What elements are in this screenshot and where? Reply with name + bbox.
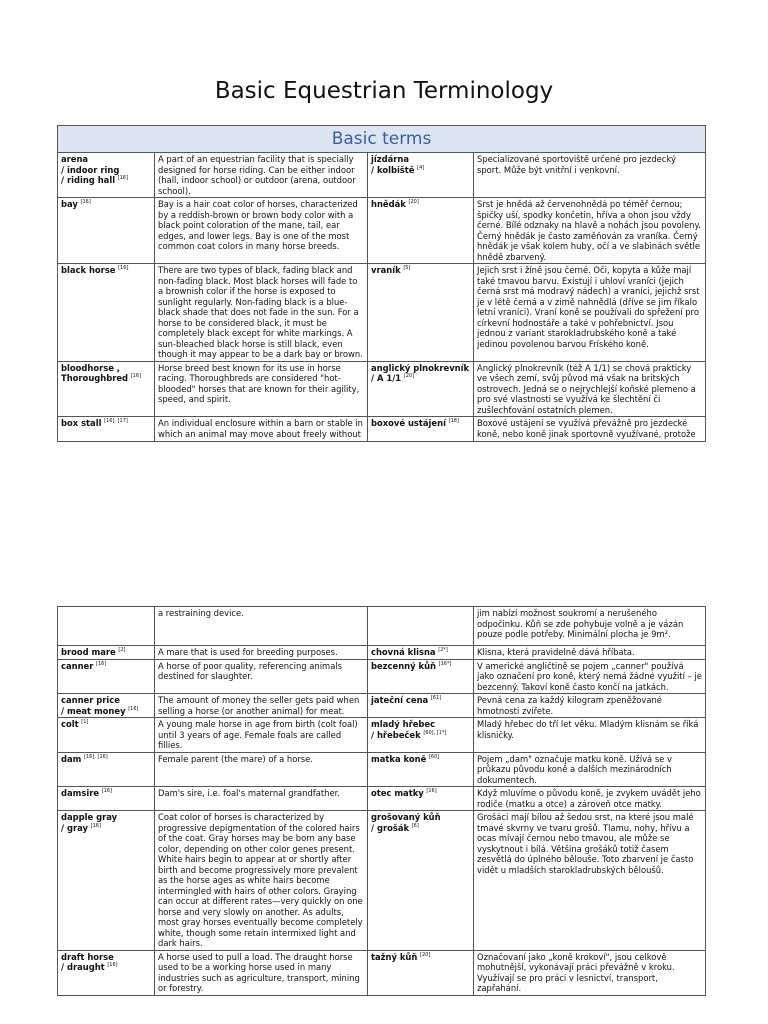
citation-ref: [1] xyxy=(81,719,89,726)
english-definition: Coat color of horses is characterized by progressive depigmentation of the colored hairs of the coat. Gray horses may be born any base color, depending on other color genes present. White hairs begin to appear at or shortly after birth and become progressively more prevalent as the horse ages as white hairs become intermingled with hairs of other colors. Graying can occur at different rates—very quickly on one horse and very slowly on another. As adults, most gray horses eventually become completely white, though some retain intermixed light and dark hairs. xyxy=(155,811,368,951)
citation-ref: [16] xyxy=(118,265,129,272)
citation-ref: [20] xyxy=(403,373,415,380)
english-definition: Female parent (the mare) of a horse. xyxy=(155,752,368,787)
czech-term xyxy=(368,264,474,362)
english-definition: There are two types of black, fading black and non-fading black. Most black horses will fade to a brownish color if the horse is exposed to sunlight regularly. Non-fading black is a blue-black shade that does not fade in the sun. For a horse to be considered black, it must be completely black except for white markings. A sun-bleached black horse is still black, even though it may appear to be a dark bay or brown. xyxy=(155,264,368,362)
citation-ref: [4] xyxy=(417,164,425,171)
english-definition: A part of an equestrian facility that is specially designed for horse riding. Can be either indoor (hall, indoor school) or outdoor (arena, outdoor school). xyxy=(155,153,368,198)
citation-ref: [60], [1*] xyxy=(423,729,447,736)
citation-ref: [6] xyxy=(411,822,419,829)
czech-term xyxy=(368,417,474,442)
term-line: otec matky xyxy=(371,788,424,798)
english-definition: The amount of money the seller gets paid when selling a horse (or another animal) for meat. xyxy=(155,694,368,718)
english-term xyxy=(58,752,155,787)
english-term xyxy=(58,694,155,718)
english-term xyxy=(58,264,155,362)
english-definition: A horse used to pull a load. The draught horse used to be a working horse used in many industries such as agriculture, transport, mining or forestry. xyxy=(155,950,368,995)
term-line: / grošák xyxy=(371,822,410,833)
table-row xyxy=(58,153,706,198)
citation-ref: [16] xyxy=(107,962,118,969)
czech-term xyxy=(368,607,474,646)
czech-term xyxy=(368,361,474,417)
english-term xyxy=(58,153,155,198)
english-definition: Horse breed best known for its use in horse racing. Thoroughbreds are considered "hot-blooded" horses that are known for their agility, speed, and spirit. xyxy=(155,361,368,417)
citation-ref: [16] xyxy=(130,373,141,380)
english-definition: Bay is a hair coat color of horses, characterized by a reddish-brown or brown body color with a black point coloration of the mane, tail, ear edges, and lower legs. Bay is one of the most common coat colors in many horse breeds. xyxy=(155,198,368,264)
english-term xyxy=(58,607,155,646)
english-definition: A young male horse in age from birth (colt foal) until 3 years of age. Female foals are called fillies. xyxy=(155,718,368,753)
term-line: / kolbiště xyxy=(371,164,415,175)
term-line: chovná klisna xyxy=(371,647,436,657)
czech-definition: jim nabízí možnost soukromí a nerušeného odpočinku. Kůň se zde pohybuje volně a je vázán pouze podle potřeby. Minimální plocha je 9m². xyxy=(474,607,706,646)
term-line: draft horse xyxy=(61,951,114,962)
czech-definition: Klisna, která pravidelně dává hříbata. xyxy=(474,646,706,660)
term-line: damsire xyxy=(61,788,100,798)
term-line: bay xyxy=(61,199,78,209)
czech-term xyxy=(368,198,474,264)
term-line: bloodhorse , xyxy=(61,362,120,373)
terms-table-page2 xyxy=(57,606,706,996)
czech-definition: Jejich srst i žíně jsou černé. Oči, kopyta a kůže mají také tmavou barvu. Existují i uhloví vraníci (jejich černá srst má modravý nádech) a vraníci, jejichž srst je v létě černá a v zimě nahnědlá (dříve se jim říkalo letní vraníci). Vraní koně se používali do spřežení pro církevní hodnostáře a také v pohřebnictví. Jsou jednou z variant starokladrubského koně a také jedinou povolenou barvou Fríského koně. xyxy=(474,264,706,362)
citation-ref: [16*] xyxy=(438,660,452,667)
english-term xyxy=(58,659,155,694)
english-term xyxy=(58,787,155,811)
term-line: / gray xyxy=(61,822,88,833)
english-term xyxy=(58,646,155,660)
table-row xyxy=(58,752,706,787)
term-line: black horse xyxy=(61,265,116,275)
citation-ref: [16] xyxy=(128,705,139,712)
term-line: matka koně xyxy=(371,753,427,764)
table-row xyxy=(58,646,706,660)
czech-definition: Srst je hnědá až červenohnědá po téměř černou; špičky uší, spodky končetin, hříva a ohon jsou vždy černé. Bílé odznaky na hlavě a nohách jsou povoleny. Černý hnědák je často zaměňován za vraníka. Černý hnědák je však kolem huby, očí a ve slabinách světle hnědě zbarvený. xyxy=(474,198,706,264)
term-line: / draught xyxy=(61,962,105,972)
term-line: brood mare xyxy=(61,647,116,657)
czech-definition: Označovaní jako „koně krokoví", jsou celkově mohutnější, vykonávají práci převážně v kroku. Využívají se pro práci v lesnictví, transport, zapřahání. xyxy=(474,950,706,995)
term-line: arena xyxy=(61,154,89,164)
czech-definition: Grošáci mají bílou až šedou srst, na které jsou malé tmavé skvrny ve tvaru grošů. Tlamu, nohy, hřívu a ocas mívají černou nebo tmavou, ale může se vyskytnout i bílá. Většina grošáků totiž časem zesvětlá do úplného běloušе. Toto zbarvení je často vidět u mladších starokladrubských běloušů. xyxy=(474,811,706,951)
czech-definition: Boxové ustájení se využívá převážně pro jezdecké koně, nebo koně jinak sportovně využívané, protože xyxy=(474,417,706,442)
table-row xyxy=(58,659,706,694)
table-row xyxy=(58,811,706,951)
table-row xyxy=(58,950,706,995)
term-line: Thoroughbred xyxy=(61,373,129,383)
czech-term xyxy=(368,646,474,660)
czech-term xyxy=(368,659,474,694)
document-title: Basic Equestrian Terminology xyxy=(214,78,554,104)
czech-term xyxy=(368,950,474,995)
term-line: / riding hall xyxy=(61,175,116,185)
term-line: bezcenný kůň xyxy=(371,660,436,671)
term-line: boxové ustájení xyxy=(371,418,446,428)
english-term xyxy=(58,811,155,951)
term-line: / meat money xyxy=(61,705,126,716)
term-line: jateční cena xyxy=(371,695,429,705)
citation-ref: [16] xyxy=(101,788,112,795)
czech-definition: Mladý hřebec do tří let věku. Mladým klisnám se říká klisničky. xyxy=(474,718,706,753)
term-line: / indoor ring xyxy=(61,164,120,175)
czech-term xyxy=(368,694,474,718)
english-definition: a restraining device. xyxy=(155,607,368,646)
czech-definition: Anglický plnokrevník (též A 1/1) se chová prakticky ve všech zemí, svůj původ má však na britských ostrovech. Jedná se o nejrychlejší koňské plemeno a pro své vlastnosti se využívá ke šlechtění či zušlechťování ostatních plemen. xyxy=(474,361,706,417)
table-row xyxy=(58,787,706,811)
term-line: colt xyxy=(61,719,79,729)
english-term xyxy=(58,950,155,995)
english-definition: A horse of poor quality, referencing animals destined for slaughter. xyxy=(155,659,368,694)
english-definition: A mare that is used for breeding purposes. xyxy=(155,646,368,660)
czech-definition: Specializované sportoviště určené pro jezdecký sport. Může být vnitřní i venkovní. xyxy=(474,153,706,198)
term-line: canner price xyxy=(61,695,120,705)
table-row xyxy=(58,198,706,264)
citation-ref: [16] xyxy=(117,175,129,182)
czech-definition: V americké angličtině se pojem „canner" používá jako označení pro koně, který nemá žádné využití – je bezcenný. Takoví koně často končí na jatkách. xyxy=(474,659,706,694)
term-line: grošovaný kůň xyxy=(371,812,441,822)
english-term xyxy=(58,718,155,753)
citation-ref: [20] xyxy=(420,951,431,958)
citation-ref: [16], [16] xyxy=(84,753,108,760)
table-row xyxy=(58,607,706,646)
english-definition: An individual enclosure within a barn or stable in which an animal may move about freely without xyxy=(155,417,368,442)
table-row xyxy=(58,417,706,442)
citation-ref: [16] xyxy=(426,788,437,795)
english-definition: Dam's sire, i.e. foal's maternal grandfather. xyxy=(155,787,368,811)
citation-ref: [2*] xyxy=(438,647,448,654)
english-term xyxy=(58,198,155,264)
term-line: jízdárna xyxy=(371,154,410,164)
citation-ref: [16], [17] xyxy=(104,418,128,425)
citation-ref: [5] xyxy=(403,265,411,272)
term-line: / A 1/1 xyxy=(371,373,402,383)
table-row xyxy=(58,361,706,417)
term-line: / hřebeček xyxy=(371,729,421,740)
table-row xyxy=(58,718,706,753)
english-term xyxy=(58,361,155,417)
terms-table-page1 xyxy=(57,125,706,442)
term-line: dapple gray xyxy=(61,812,118,822)
citation-ref: [60] xyxy=(428,753,440,760)
term-line: vraník xyxy=(371,265,401,275)
citation-ref: [16] xyxy=(80,199,91,206)
citation-ref: [20] xyxy=(408,199,419,206)
czech-term xyxy=(368,752,474,787)
czech-term xyxy=(368,153,474,198)
table-row xyxy=(58,694,706,718)
citation-ref: [18] xyxy=(448,418,459,425)
term-line: tažný kůň xyxy=(371,951,418,962)
citation-ref: [2] xyxy=(118,647,126,654)
section-heading: Basic terms xyxy=(58,126,706,153)
czech-definition: Když mluvíme o původu koně, je zvykem uvádět jeho rodiče (matku a otce) a zároveň otce matky. xyxy=(474,787,706,811)
czech-term xyxy=(368,811,474,951)
citation-ref: [16] xyxy=(90,822,101,829)
english-term xyxy=(58,417,155,442)
czech-definition: Pojem „dam" označuje matku koně. Užívá se v průkazu původu koně a dalších mezinárodních dokumentech. xyxy=(474,752,706,787)
term-line: canner xyxy=(61,660,94,671)
table-row xyxy=(58,264,706,362)
czech-definition: Pevná cena za každý kilogram zpeněžované hmotnosti zvířete. xyxy=(474,694,706,718)
term-line: hnědák xyxy=(371,199,406,209)
term-line: anglický plnokrevník xyxy=(371,362,470,373)
citation-ref: [16] xyxy=(96,660,107,667)
czech-term xyxy=(368,718,474,753)
citation-ref: [61] xyxy=(430,695,442,702)
czech-term xyxy=(368,787,474,811)
term-line: mladý hřebec xyxy=(371,719,436,729)
term-line: dam xyxy=(61,753,82,764)
term-line: box stall xyxy=(61,418,102,428)
